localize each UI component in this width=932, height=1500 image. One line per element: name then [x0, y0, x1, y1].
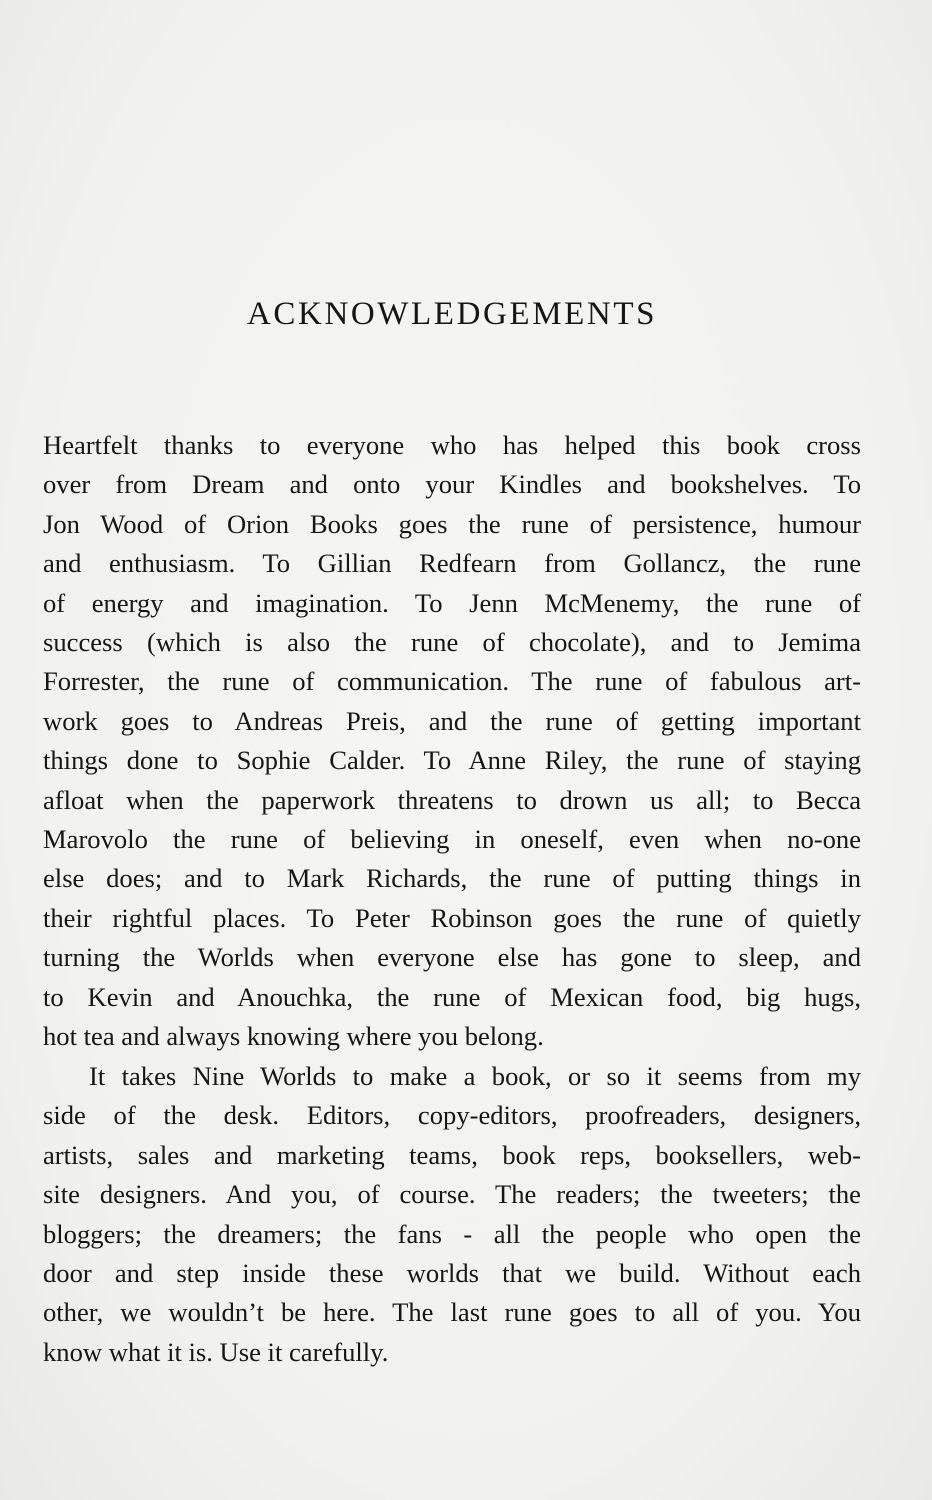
text-line: site designers. And you, of course. The readers; the tweeters; the — [43, 1179, 861, 1210]
text-line: It takes Nine Worlds to make a book, or so it seems from my — [89, 1061, 861, 1091]
text-line: hot tea and always knowing where you belong. — [43, 1021, 544, 1052]
text-line: side of the desk. Editors, copy-editors, proofreaders, designers, — [43, 1100, 861, 1131]
text-line: artists, sales and marketing teams, book reps, booksellers, web- — [43, 1139, 861, 1170]
text-line: their rightful places. To Peter Robinson goes the rune of quietly — [43, 902, 861, 933]
text-line: Jon Wood of Orion Books goes the rune of persistence, humour — [43, 508, 861, 539]
text-line: Marovolo the rune of believing in oneself, even when no-one — [43, 824, 861, 855]
text-line: other, we wouldn’t be here. The last rune goes to all of you. You — [43, 1297, 861, 1328]
text-line: things done to Sophie Calder. To Anne Riley, the rune of staying — [43, 745, 861, 776]
text-line: work goes to Andreas Preis, and the rune of getting important — [43, 705, 861, 736]
paragraph-1 — [43, 426, 861, 1057]
text-line: bloggers; the dreamers; the fans - all the people who open the — [43, 1218, 861, 1249]
text-line: over from Dream and onto your Kindles and bookshelves. To — [43, 469, 861, 500]
paragraph-2 — [43, 1057, 861, 1372]
page-title: ACKNOWLEDGEMENTS — [246, 296, 658, 332]
text-line: Heartfelt thanks to everyone who has helped this book cross — [43, 430, 861, 460]
text-line: of energy and imagination. To Jenn McMenemy, the rune of — [43, 587, 861, 618]
text-line: Forrester, the rune of communication. The rune of fabulous art- — [43, 666, 861, 697]
text-line: know what it is. Use it carefully. — [43, 1336, 389, 1367]
text-line: to Kevin and Anouchka, the rune of Mexican food, big hugs, — [43, 981, 861, 1012]
text-line: turning the Worlds when everyone else has gone to sleep, and — [43, 942, 861, 973]
text-line: door and step inside these worlds that we build. Without each — [43, 1258, 861, 1289]
text-line: and enthusiasm. To Gillian Redfearn from Gollancz, the rune — [43, 548, 861, 579]
text-line: afloat when the paperwork threatens to drown us all; to Becca — [43, 784, 861, 815]
text-line: success (which is also the rune of chocolate), and to Jemima — [43, 627, 861, 658]
text-line: else does; and to Mark Richards, the rune of putting things in — [43, 863, 861, 894]
